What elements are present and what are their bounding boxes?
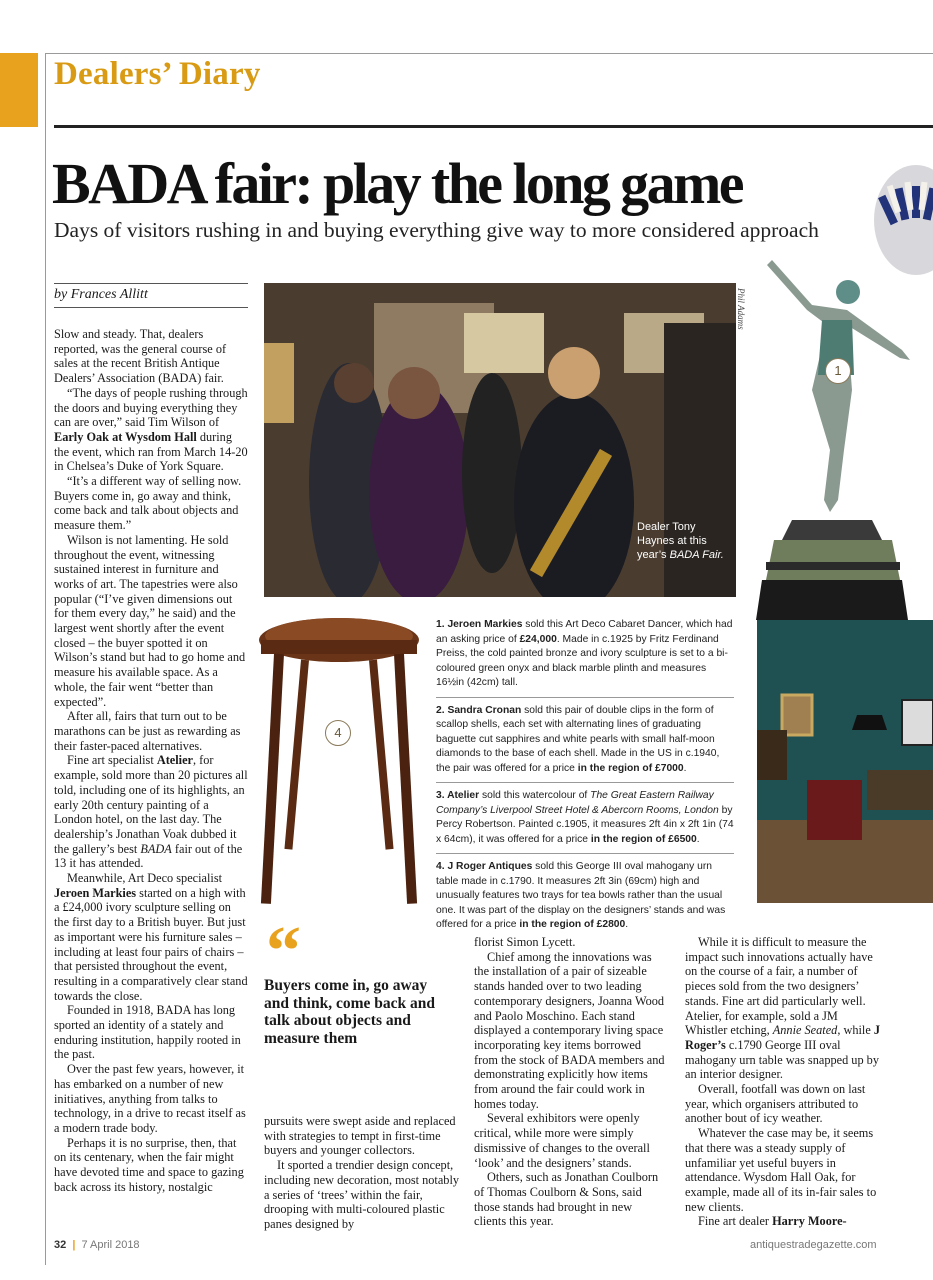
marker-1: 1 <box>825 358 851 384</box>
body-column-2: pursuits were swept aside and replaced with strategies to tempt in first-time buyers and younger collectors. It sported a trendier design concept, including new decoration, most notably a series of ‘trees’ within the fair, drooping with multi-coloured plastic panes designed by <box>264 1114 460 1231</box>
header-rule <box>54 125 933 128</box>
pull-quote: Buyers come in, go away and think, come back and talk about objects and measure them <box>264 977 435 1047</box>
body-column-4: While it is difficult to measure the impact such innovations actually have on the course of a fair, a number of pieces sold from the two designers’ stands. Fine art did particularly well. Atelier, for example, sold a JM Whistler etching, Annie Seated, while J Roger’s c.1790 George III oval mahogany urn table was snapped up by an interior designer. Overall, footfall was down on last year, which organisers attributed to another bout of icy weather. Whatever the case may be, it seems that there was a steady supply of unfamiliar yet useful buyers in attendance. Wysdom Hall Oak, for example, made all of its in-fair sales to new clients. Fine art dealer Harry Moore- <box>685 935 881 1229</box>
watercolour-room-image <box>757 620 933 903</box>
section-tab <box>0 53 38 127</box>
caption-item: 3. Atelier sold this watercolour of The Great Eastern Railway Company’s Liverpool Street Hotel & Abercorn Rooms, London by Percy Robertson. Painted c.1905, it measures 2ft 4in x 2ft 1in (74 x 64cm), it was offered for a price in the region of £6500. <box>436 789 734 854</box>
section-title: Dealers’ Diary <box>54 56 261 92</box>
headline: BADA fair: play the long game <box>52 151 742 216</box>
top-rule <box>45 53 933 54</box>
byline: by Frances Allitt <box>54 283 248 308</box>
quote-mark-icon: “ <box>266 913 301 990</box>
room-illustration <box>757 620 933 903</box>
body-column-1: Slow and steady. That, dealers reported, was the general course of sales at the recent British Antique Dealers’ Association (BADA) fair. “The days of people rushing through the doors and buying everything they can are over,” said Tim Wilson of Early Oak at Wysdom Hall during the event, which ran from March 14-20 in Chelsea’s Duke of York Square. “It’s a different way of selling now. Buyers come in, go away and think, come back and talk about objects and measure them.” Wilson is not lamenting. He sold throughout the event, witnessing sustained interest in furniture and works of art. The tapestries were also popular (“I’ve given dimensions out for them every day,” he said) and the largest went shortly after the event closed – the buyer spotted it on Wilson’s stand but had to go home and measure his available space. As a whole, the fair went “better than expected”. After all, fairs that turn out to be marathons can be just as rewarding as their faster-paced alternatives. Fine art specialist Atelier, for example, sold more than 20 pictures all told, including one of its highlights, an early 20th century painting of a London hotel, on the last day. The dealership’s Jonathan Voak dubbed it the gallery’s best BADA fair out of the 13 it has attended. Meanwhile, Art Deco specialist Jeroen Markies started on a high with a £24,000 ivory sculpture selling on the first day to a British buyer. But just as important were his furniture sales – including at least four pairs of chairs – that persisted throughout the event, resulting in a comparatively clear stand towards the close. Founded in 1918, BADA has long sported an identity of a stately and enduring institution, happily rooted in the past. Over the past few years, however, it has embarked on a number of new initiatives, anything from talks to technology, in a drive to recast itself as a modern trade body. Perhaps it is no surprise, then, that on its centenary, when the fair might have devoted time and space to gazing back across its history, nostalgic <box>54 327 248 1194</box>
left-rule <box>45 53 46 1265</box>
issue-date: 7 April 2018 <box>81 1239 140 1251</box>
photo-caption: Dealer Tony Haynes at this year’s BADA Fair. <box>637 521 724 561</box>
dancer-sculpture-image <box>752 250 933 620</box>
marker-4: 4 <box>325 720 351 746</box>
photo-credit: Phil Adams <box>736 288 746 330</box>
site-url[interactable]: antiquestradegazette.com <box>750 1239 877 1251</box>
caption-item: 1. Jeroen Markies sold this Art Deco Cabaret Dancer, which had an asking price of £24,000. Made in c.1925 by Fritz Ferdinand Preiss, the cold painted bronze and ivory sculpture is set to a bi-coloured green onyx and black marble plinth and measures 16½in (42cm) tall. <box>436 618 734 698</box>
caption-item: 2. Sandra Cronan sold this pair of double clips in the form of scallop shells, each set with alternating lines of graduating baguette cut sapphires and white pearls with small half-moon diamonds to the base of each shell. Made in the US in c.1940, the pair was offered for a price in the region of £7000. <box>436 704 734 784</box>
caption-list <box>436 618 734 945</box>
caption-item: 4. J Roger Antiques sold this George III oval mahogany urn table made in c.1790. It measures 2ft 3in (69cm) high and unusually features two trays for tea bowls rather than the usual one. It was part of the display on the designers’ stands and was offered for a price in the region of £2800. <box>436 861 726 930</box>
photo-caption-em: BADA Fair. <box>669 549 724 561</box>
page-footer <box>54 1239 140 1251</box>
standfirst: Days of visitors rushing in and buying everything give way to more considered approach <box>54 218 819 242</box>
urn-table-image <box>256 610 422 910</box>
footer-separator: | <box>72 1239 76 1251</box>
body-column-3: florist Simon Lycett. Chief among the innovations was the installation of a pair of sizeable stands handed over to two leading contemporary designers, Joanna Wood and Paolo Moschino. Each stand displayed a contemporary living space incorporating key items borrowed from the stock of BADA members and demonstrating explicitly how items from around the fair could work in homes today. Several exhibitors were openly critical, while more were simply dismissive of changes to the overall ‘look’ and the designers’ stands. Others, such as Jonathan Coulborn of Thomas Coulborn & Sons, said those stands had brought in new clients this year. <box>474 935 665 1229</box>
page-number: 32 <box>54 1239 67 1251</box>
